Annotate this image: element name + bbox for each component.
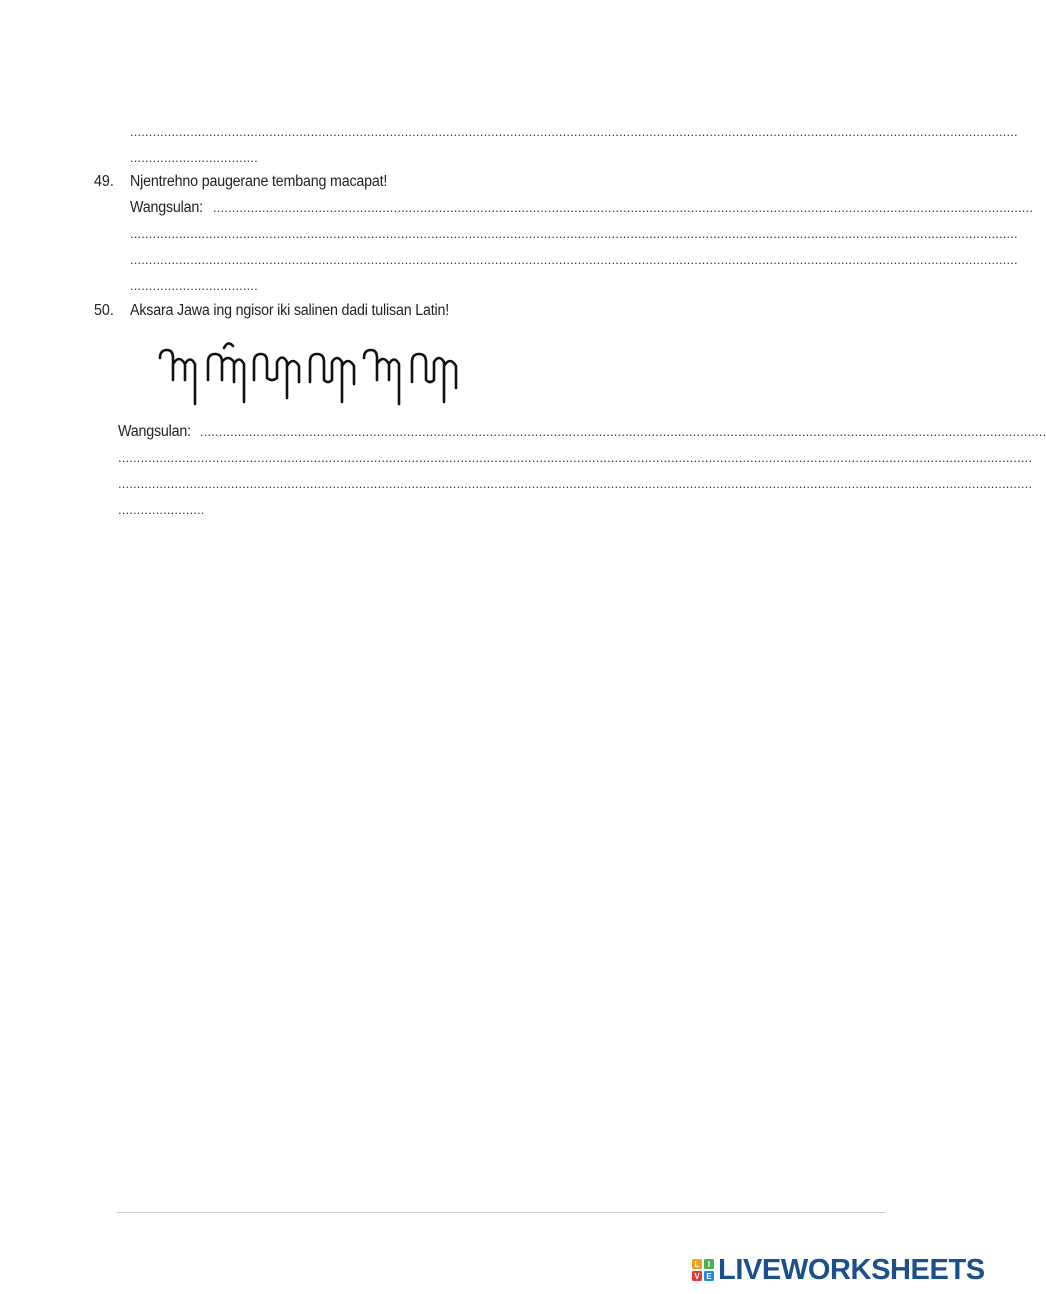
answer-line[interactable]: .......................................................................................................................................................................................................................... xyxy=(213,200,1034,215)
logo-letter-v: V xyxy=(694,1272,700,1281)
answer-line[interactable]: .................................. xyxy=(130,150,258,165)
question-number: 50. xyxy=(94,302,114,319)
liveworksheets-logo-icon xyxy=(692,1259,714,1281)
answer-line[interactable]: ............................................................................................................................................................................................................................................ xyxy=(130,226,1018,241)
answer-line[interactable]: ............................................................................................................................................................................................................................................ xyxy=(130,124,1018,139)
answer-line[interactable]: ....................... xyxy=(118,502,205,517)
question-number: 49. xyxy=(94,173,114,190)
answer-label: Wangsulan: xyxy=(118,423,191,440)
question-text: Aksara Jawa ing ngisor iki salinen dadi tulisan Latin! xyxy=(130,302,450,319)
logo-letter-l: L xyxy=(694,1260,700,1269)
answer-line[interactable]: ................................................................................................................................................................................................................................. xyxy=(200,424,1046,439)
logo-letter-i: I xyxy=(707,1260,711,1269)
question-text: Njentrehno paugerane tembang macapat! xyxy=(130,173,388,190)
liveworksheets-logo xyxy=(692,1253,985,1287)
answer-line[interactable]: ................................................................................................................................................................................................................................................... xyxy=(118,450,1033,465)
answer-line[interactable]: ................................................................................................................................................................................................................................................... xyxy=(118,476,1033,491)
answer-line[interactable]: ............................................................................................................................................................................................................................................ xyxy=(130,252,1018,267)
liveworksheets-wordmark: LIVEWORKSHEETS xyxy=(718,1253,985,1286)
answer-label: Wangsulan: xyxy=(130,199,203,216)
footer-divider xyxy=(116,1212,886,1213)
logo-letter-e: E xyxy=(706,1272,712,1281)
answer-line[interactable]: .................................. xyxy=(130,278,258,293)
javanese-script-image xyxy=(150,338,470,410)
